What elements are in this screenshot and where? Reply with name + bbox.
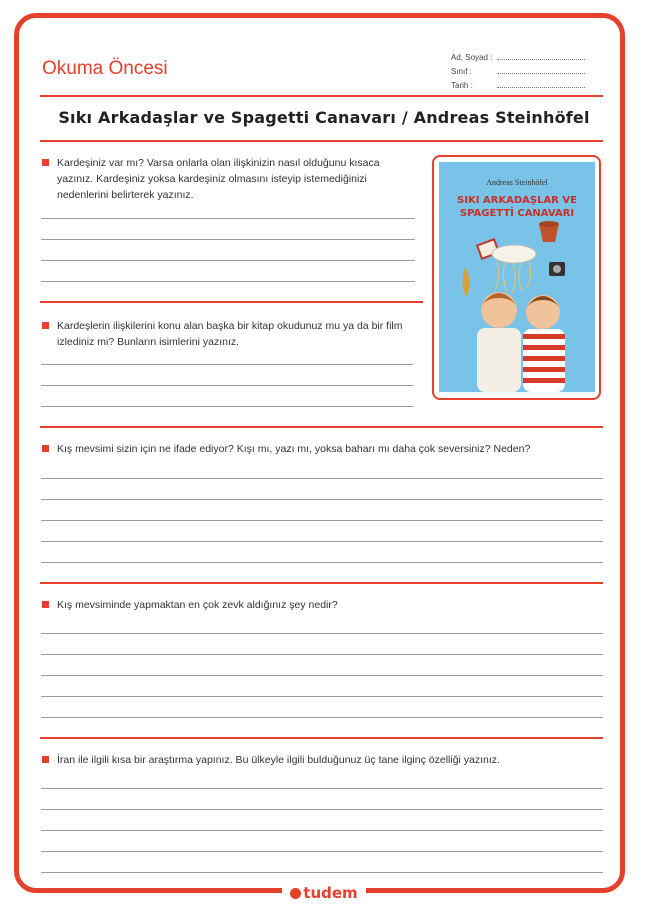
answer-line[interactable] bbox=[41, 851, 603, 852]
question-2 bbox=[57, 318, 407, 350]
name-label: Ad, Soyad : bbox=[451, 53, 493, 62]
book-heading: Sıkı Arkadaşlar ve Spagetti Canavarı / Andreas Steinhöfel bbox=[58, 108, 590, 127]
answer-line[interactable] bbox=[41, 717, 603, 718]
header-divider bbox=[40, 95, 603, 97]
answer-line[interactable] bbox=[41, 364, 413, 365]
cover-author: Andreas Steinhöfel bbox=[486, 178, 548, 187]
answer-line[interactable] bbox=[41, 520, 603, 521]
question-2-text: Kardeşlerin ilişkilerini konu alan başka bir kitap okudunuz mu ya da bir film izlediniz mi? Bunların isimlerini yazınız. bbox=[57, 320, 403, 348]
answer-line[interactable] bbox=[41, 541, 603, 542]
bullet-icon bbox=[42, 756, 49, 763]
brand-name: tudem bbox=[303, 884, 358, 902]
bullet-icon bbox=[42, 322, 49, 329]
question-4 bbox=[57, 597, 602, 613]
question-3 bbox=[57, 441, 602, 457]
question-1-text: Kardeşiniz var mı? Varsa onlarla olan ilişkinizin nasıl olduğunu kısaca yazınız. Kardeşiniz yoksa kardeşiniz olmasını isteyip istemediğinizi nedenlerini belirterek yazınız. bbox=[57, 157, 380, 201]
answer-line[interactable] bbox=[41, 385, 413, 386]
question-4-text: Kış mevsiminde yapmaktan en çok zevk aldığınız şey nedir? bbox=[57, 599, 338, 611]
answer-line[interactable] bbox=[41, 406, 413, 407]
question-5 bbox=[57, 752, 602, 768]
footer bbox=[0, 884, 648, 903]
logo-mark-icon bbox=[290, 888, 301, 899]
answer-line[interactable] bbox=[41, 809, 603, 810]
answer-line[interactable] bbox=[41, 675, 603, 676]
brand-logo bbox=[282, 884, 365, 902]
answer-line[interactable] bbox=[41, 260, 415, 261]
answer-line[interactable] bbox=[41, 218, 415, 219]
answer-line[interactable] bbox=[41, 654, 603, 655]
cover-title-line2: SPAGETTİ CANAVARI bbox=[459, 208, 575, 219]
section-title: Okuma Öncesi bbox=[42, 58, 168, 79]
answer-line[interactable] bbox=[41, 499, 603, 500]
bullet-icon bbox=[42, 159, 49, 166]
class-field[interactable] bbox=[451, 67, 585, 76]
section-divider bbox=[40, 582, 603, 584]
section-divider bbox=[40, 737, 603, 739]
answer-line[interactable] bbox=[41, 239, 415, 240]
date-field[interactable] bbox=[451, 81, 585, 90]
cover-title-line1: SIKI ARKADAŞLAR VE bbox=[457, 195, 577, 206]
date-label: Tarih : bbox=[451, 81, 473, 90]
answer-line[interactable] bbox=[41, 788, 603, 789]
class-label: Sınıf : bbox=[451, 67, 472, 76]
cover-illustration bbox=[439, 162, 595, 392]
answer-line[interactable] bbox=[41, 872, 603, 873]
answer-line[interactable] bbox=[41, 830, 603, 831]
question-3-text: Kış mevsimi sizin için ne ifade ediyor? Kışı mı, yazı mı, yoksa baharı mı daha çok seversiniz? Neden? bbox=[57, 443, 531, 455]
question-5-text: İran ile ilgili kısa bir araştırma yapınız. Bu ülkeyle ilgili bulduğunuz üç tane ilginç özelliği yazınız. bbox=[57, 754, 500, 766]
bullet-icon bbox=[42, 445, 49, 452]
answer-line[interactable] bbox=[41, 478, 603, 479]
bullet-icon bbox=[42, 601, 49, 608]
answer-line[interactable] bbox=[41, 633, 603, 634]
answer-line[interactable] bbox=[41, 281, 415, 282]
answer-line[interactable] bbox=[41, 562, 603, 563]
book-cover-image bbox=[439, 162, 595, 392]
heading-divider bbox=[40, 140, 603, 142]
question-1 bbox=[57, 155, 407, 203]
name-field[interactable] bbox=[451, 53, 585, 62]
section-divider bbox=[40, 426, 603, 428]
section-divider bbox=[40, 301, 423, 303]
answer-line[interactable] bbox=[41, 696, 603, 697]
